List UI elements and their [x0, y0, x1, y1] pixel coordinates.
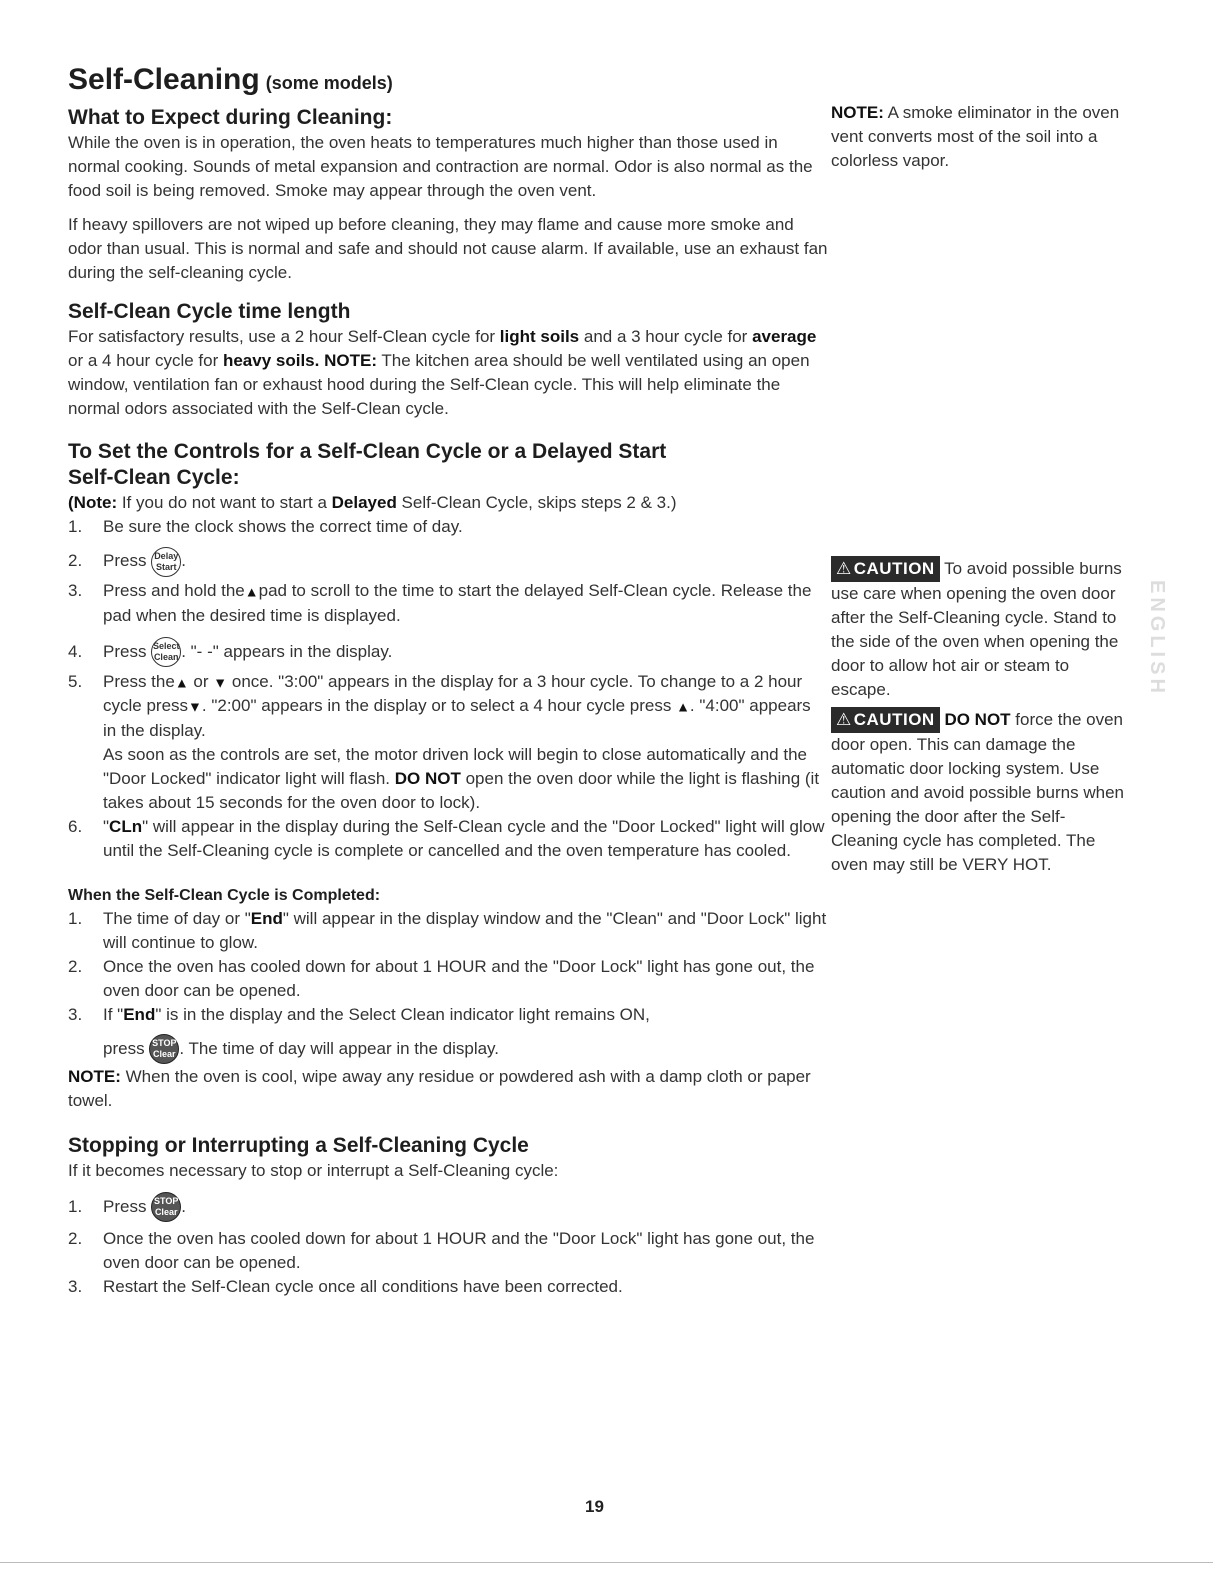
down-arrow-icon: ▼	[188, 698, 202, 715]
page-title-sub: (some models)	[265, 73, 393, 93]
caution-label: ⚠ CAUTION	[831, 556, 940, 582]
setcontrols-heading-2: Self-Clean Cycle:	[68, 466, 240, 489]
delay-start-key-icon: Delay Start	[151, 547, 181, 577]
list-item: 2. Press Delay Start .	[68, 545, 828, 577]
caution-label: ⚠ CAUTION	[831, 707, 940, 733]
list-item: 5. Press the▲ or ▼ once. "3:00" appears in the display for a 3 hour cycle. To change to a 2 hour cycle press▼. "2:00" appears in the display or to select a 4 hour cycle press ▲. "4:00" appears in the display. As soon as the controls are set, the motor driven lock will begin to close automatically and the "Door Locked" indicator light will flash. DO NOT open the oven door while the light is flashing (it takes about 15 seconds for the oven door to lock).	[68, 671, 820, 812]
list-item: 1. The time of day or "End" will appear in the display window and the "Clean" and "Door Lock" light will continue to glow.	[68, 908, 827, 952]
caution-box-2: ⚠ CAUTION DO NOT force the oven door open. This can damage the automatic door locking system. Use caution and avoid possible burns when opening the door after the Self-Cleaning cycle has completed. The oven may still be VERY HOT.	[831, 707, 1131, 877]
list-item: 3. Press and hold the▲pad to scroll to the time to start the delayed Self-Clean cycle. Release the pad when the desired time is displayed.	[68, 581, 812, 625]
smoke-note: NOTE: A smoke eliminator in the oven vent converts most of the soil into a colorless vapor.	[831, 103, 1120, 170]
caution-box-1: ⚠ CAUTION To avoid possible burns use care when opening the oven door after the Self-Cleaning cycle. Stand to the side of the oven when opening the door to allow hot air or steam to escape.	[831, 556, 1131, 702]
list-item: 1. Press STOP Clear .	[68, 1191, 828, 1223]
expect-heading: What to Expect during Cleaning:	[68, 106, 393, 129]
main-column	[68, 62, 828, 1299]
timelen-paragraph: For satisfactory results, use a 2 hour Self-Clean cycle for light soils and a 3 hour cycle for average or a 4 hour cycle for heavy soils. NOTE: The kitchen area should be well ventilated using an open window, ventilation fan or exhaust hood during the Self-Clean cycle. This will help eliminate the normal odors associated with the Self-Clean cycle.	[68, 327, 817, 418]
list-item: 6. "CLn" will appear in the display during the Self-Clean cycle and the "Door Locked" light will glow until the Self-Cleaning cycle is complete or cancelled and the oven temperature has cooled.	[68, 816, 825, 860]
warning-icon: ⚠	[836, 559, 852, 578]
list-item: 3. If "End" is in the display and the Select Clean indicator light remains ON, press STOP Clear . The time of day will appear in the display.	[68, 1003, 828, 1065]
list-item: 3. Restart the Self-Clean cycle once all conditions have been corrected.	[68, 1276, 623, 1296]
page-number: 19	[585, 1497, 604, 1516]
expect-paragraph-2: If heavy spillovers are not wiped up before cleaning, they may flame and cause more smoke and odor than usual. This is normal and safe and should not cause alarm. If available, use an exhaust fan during the self-cleaning cycle.	[68, 215, 828, 282]
stop-clear-key-icon: STOP Clear	[149, 1034, 179, 1064]
setcontrols-note: (Note: If you do not want to start a Delayed Self-Clean Cycle, skips steps 2 & 3.)	[68, 493, 677, 512]
language-tab: ENGLISH	[1146, 580, 1168, 697]
warning-icon: ⚠	[836, 710, 852, 729]
up-arrow-icon: ▲	[676, 698, 690, 715]
setcontrols-steps	[68, 515, 828, 863]
list-item: 1. Be sure the clock shows the correct time of day.	[68, 517, 463, 536]
setcontrols-heading-1: To Set the Controls for a Self-Clean Cycle or a Delayed Start	[68, 440, 667, 463]
up-arrow-icon: ▲	[244, 583, 259, 600]
up-arrow-icon: ▲	[174, 674, 189, 691]
list-item: 4. Press Select Clean . "- -" appears in the display.	[68, 636, 828, 668]
page-title	[68, 62, 828, 101]
stopping-heading: Stopping or Interrupting a Self-Cleaning Cycle	[68, 1133, 529, 1157]
list-item: 2. Once the oven has cooled down for about 1 HOUR and the "Door Lock" light has gone out, the oven door can be opened.	[68, 1228, 815, 1272]
list-item: 2. Once the oven has cooled down for about 1 HOUR and the "Door Lock" light has gone out, the oven door can be opened.	[68, 956, 815, 1000]
timelen-heading: Self-Clean Cycle time length	[68, 300, 351, 323]
expect-paragraph-1: While the oven is in operation, the oven heats to temperatures much higher than those used in normal cooking. Sounds of metal expansion and contraction are normal. Odor is also normal as the food soil is being removed. Smoke may appear through the oven vent.	[68, 133, 813, 200]
down-arrow-icon: ▼	[213, 674, 228, 691]
stopping-steps	[68, 1191, 828, 1299]
footer-divider	[0, 1562, 1213, 1563]
completed-note: NOTE: When the oven is cool, wipe away any residue or powdered ash with a damp cloth or paper towel.	[68, 1066, 811, 1110]
stop-clear-key-icon: STOP Clear	[151, 1192, 181, 1222]
select-clean-key-icon: Select Clean	[151, 637, 181, 667]
page-title-main: Self-Cleaning	[68, 63, 260, 96]
stopping-intro: If it becomes necessary to stop or interrupt a Self-Cleaning cycle:	[68, 1160, 559, 1180]
completed-steps	[68, 907, 828, 1065]
completed-heading: When the Self-Clean Cycle is Completed:	[68, 886, 381, 904]
